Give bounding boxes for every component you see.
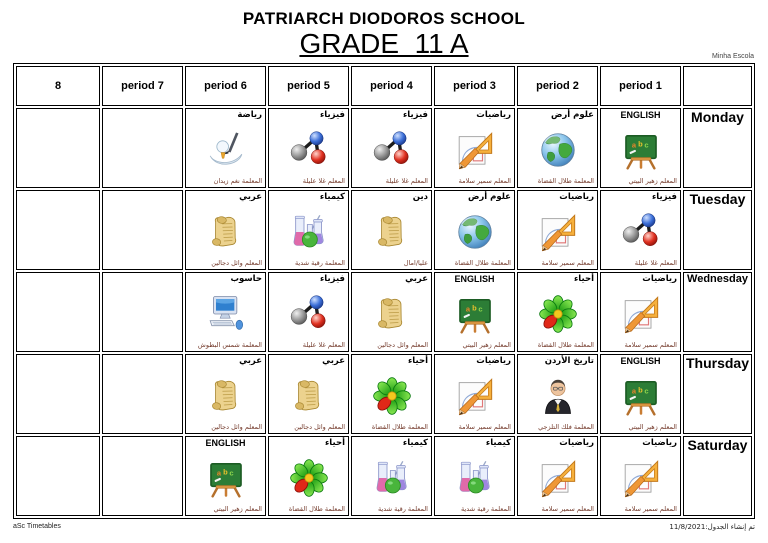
column-header-period-2: period 2 — [517, 66, 598, 106]
cell-wednesday-period-2 — [517, 272, 598, 352]
cell-wednesday-period-4 — [351, 272, 432, 352]
globe-icon — [518, 122, 597, 178]
teacher-label: المعلمة طلال القضاة — [371, 423, 428, 431]
teacher-label: المعلم وائل دجالين — [211, 423, 262, 431]
period-header-row — [16, 66, 752, 106]
cell-saturday-period-2 — [517, 436, 598, 516]
cell-tuesday-period-4 — [351, 190, 432, 270]
scroll-icon — [186, 204, 265, 260]
cell-wednesday-period-5 — [268, 272, 349, 352]
flower-icon — [352, 368, 431, 424]
subject-label: فيزياء — [319, 274, 345, 284]
teacher-label: المعلم غلا عليلة — [302, 177, 345, 185]
subject-label: أحياء — [324, 438, 345, 448]
cell-thursday-period-3 — [434, 354, 515, 434]
svg-text:b: b — [637, 385, 643, 395]
subject-label: رياضيات — [476, 356, 511, 366]
teacher-man-icon — [518, 368, 597, 424]
molecule-icon — [269, 122, 348, 178]
teacher-label: المعلم سمير سلامة — [624, 341, 677, 349]
teacher-label: المعلم وائل دجالين — [294, 423, 345, 431]
day-row-wednesday — [16, 272, 752, 352]
geometry-icon — [518, 204, 597, 260]
teacher-label: المعلم زهير البيتي — [628, 423, 677, 431]
teacher-label: المعلم زهير البيتي — [213, 505, 262, 513]
subject-label: دين — [412, 192, 428, 202]
svg-text:c: c — [228, 468, 234, 478]
cell-saturday-period-7 — [102, 436, 183, 516]
school-title: PATRIARCH DIODOROS SCHOOL — [242, 9, 526, 28]
chalkboard-icon — [601, 368, 680, 424]
footer-generated-date: تم إنشاء الجدول:11/8/2021 — [669, 523, 755, 531]
cell-monday-period-2 — [517, 108, 598, 188]
molecule-icon — [352, 122, 431, 178]
cell-monday-period-5 — [268, 108, 349, 188]
chalkboard-icon — [601, 122, 680, 178]
subject-label: حاسوب — [230, 274, 262, 284]
column-header-8: 8 — [16, 66, 100, 106]
column-header-period-6: period 6 — [185, 66, 266, 106]
subject-label: ENGLISH — [620, 356, 661, 366]
day-label-wednesday: Wednesday — [683, 272, 752, 352]
cell-thursday-period-4 — [351, 354, 432, 434]
scroll-icon — [352, 286, 431, 342]
chalkboard-icon — [435, 286, 514, 342]
day-row-saturday — [16, 436, 752, 516]
flower-icon — [269, 450, 348, 506]
teacher-label: المعلم غلا عليلة — [385, 177, 428, 185]
subject-label: علوم أرض — [550, 110, 594, 120]
teacher-label: المعلمة رقية شدية — [460, 505, 511, 513]
chemistry-icon — [435, 450, 514, 506]
cell-saturday-period-5 — [268, 436, 349, 516]
subject-label: رياضيات — [476, 110, 511, 120]
subject-label: ENGLISH — [205, 438, 246, 448]
cell-tuesday-period-2 — [517, 190, 598, 270]
subject-label: رياضيات — [642, 438, 677, 448]
subject-label: رياضيات — [642, 274, 677, 284]
chalkboard-icon — [186, 450, 265, 506]
cell-saturday-period-4 — [351, 436, 432, 516]
chemistry-icon — [269, 204, 348, 260]
cell-thursday-period-5 — [268, 354, 349, 434]
svg-text:c: c — [643, 140, 649, 150]
grade-title: GRADE 11 A — [299, 28, 469, 59]
column-header-period-3: period 3 — [434, 66, 515, 106]
teacher-label: المعلم وائل دجالين — [377, 341, 428, 349]
subject-label: علوم أرض — [467, 192, 511, 202]
teacher-label: المعلمة طلال القضاة — [454, 259, 511, 267]
subject-label: عربي — [239, 192, 262, 202]
cell-monday-period-6 — [185, 108, 266, 188]
teacher-label: المعلمة شمس البطوش — [197, 341, 262, 349]
column-header-period-5: period 5 — [268, 66, 349, 106]
svg-text:c: c — [477, 304, 483, 314]
footer — [13, 523, 755, 531]
day-row-tuesday — [16, 190, 752, 270]
chemistry-icon — [352, 450, 431, 506]
molecule-icon — [269, 286, 348, 342]
cell-thursday-period-1 — [600, 354, 681, 434]
svg-text:a: a — [465, 304, 470, 314]
geometry-icon — [601, 450, 680, 506]
subject-label: تاريخ الأردن — [544, 356, 594, 366]
computer-icon — [186, 286, 265, 342]
subject-label: كيمياء — [319, 192, 345, 202]
watermark-label: Minha Escola — [711, 53, 754, 60]
day-label-monday: Monday — [683, 108, 752, 188]
teacher-label: المعلم زهير البيتي — [628, 177, 677, 185]
column-header-day — [683, 66, 752, 106]
cell-saturday-period-1 — [600, 436, 681, 516]
subject-label: ENGLISH — [620, 110, 661, 120]
teacher-label: المعلم سمير سلامة — [541, 505, 594, 513]
subject-label: رياضة — [237, 110, 262, 120]
teacher-label: المعلم سمير سلامة — [458, 423, 511, 431]
scroll-icon — [186, 368, 265, 424]
svg-text:a: a — [216, 468, 221, 478]
teacher-label: المعلم وائل دجالين — [211, 259, 262, 267]
subject-label: كيمياء — [402, 438, 428, 448]
day-label-tuesday: Tuesday — [683, 190, 752, 270]
teacher-label: المعلمة رقية شدية — [377, 505, 428, 513]
subject-label: فيزياء — [402, 110, 428, 120]
globe-icon — [435, 204, 514, 260]
subject-label: كيمياء — [485, 438, 511, 448]
cell-thursday-8 — [16, 354, 100, 434]
subject-label: عربي — [322, 356, 345, 366]
golf-icon — [186, 122, 265, 178]
cell-wednesday-8 — [16, 272, 100, 352]
cell-tuesday-8 — [16, 190, 100, 270]
cell-tuesday-period-1 — [600, 190, 681, 270]
subject-label: أحياء — [573, 274, 594, 284]
teacher-label: المعلمة فلك التلزجي — [538, 423, 594, 431]
cell-wednesday-period-1 — [600, 272, 681, 352]
teacher-label: المعلمة نغم زيدان — [213, 177, 262, 185]
geometry-icon — [518, 450, 597, 506]
cell-monday-period-1 — [600, 108, 681, 188]
cell-thursday-period-6 — [185, 354, 266, 434]
cell-wednesday-period-3 — [434, 272, 515, 352]
svg-text:a: a — [631, 386, 636, 396]
scroll-icon — [269, 368, 348, 424]
teacher-label: المعلم سمير سلامة — [458, 177, 511, 185]
molecule-icon — [601, 204, 680, 260]
day-label-saturday: Saturday — [683, 436, 752, 516]
teacher-label: المعلم سمير سلامة — [624, 505, 677, 513]
cell-saturday-period-6 — [185, 436, 266, 516]
cell-thursday-period-2 — [517, 354, 598, 434]
geometry-icon — [601, 286, 680, 342]
teacher-label: المعلم زهير البيتي — [462, 341, 511, 349]
svg-text:a: a — [631, 140, 636, 150]
cell-tuesday-period-3 — [434, 190, 515, 270]
cell-monday-period-7 — [102, 108, 183, 188]
cell-monday-8 — [16, 108, 100, 188]
svg-text:b: b — [222, 467, 228, 477]
svg-text:b: b — [637, 139, 643, 149]
cell-monday-period-3 — [434, 108, 515, 188]
footer-brand: aSc Timetables — [13, 523, 61, 530]
cell-tuesday-period-5 — [268, 190, 349, 270]
teacher-label: المعلم سمير سلامة — [541, 259, 594, 267]
cell-thursday-period-7 — [102, 354, 183, 434]
day-label-thursday: Thursday — [683, 354, 752, 434]
cell-wednesday-period-6 — [185, 272, 266, 352]
teacher-label: المعلمة طلال القضاة — [537, 177, 594, 185]
flower-icon — [518, 286, 597, 342]
teacher-label: المعلم غلا عليلة — [302, 341, 345, 349]
column-header-period-1: period 1 — [600, 66, 681, 106]
cell-tuesday-period-6 — [185, 190, 266, 270]
subject-label: أحياء — [407, 356, 428, 366]
teacher-label: المعلم غلا عليلة — [634, 259, 677, 267]
subject-label: رياضيات — [559, 438, 594, 448]
teacher-label: المعلمة طلال القضاة — [288, 505, 345, 513]
day-row-thursday — [16, 354, 752, 434]
teacher-label: المعلمة رقية شدية — [294, 259, 345, 267]
scroll-icon — [352, 204, 431, 260]
cell-monday-period-4 — [351, 108, 432, 188]
timetable-grid — [13, 63, 755, 519]
subject-label: رياضيات — [559, 192, 594, 202]
day-row-monday — [16, 108, 752, 188]
subject-label: فيزياء — [651, 192, 677, 202]
cell-saturday-period-3 — [434, 436, 515, 516]
subject-label: فيزياء — [319, 110, 345, 120]
subject-label: ENGLISH — [454, 274, 495, 284]
column-header-period-4: period 4 — [351, 66, 432, 106]
teacher-label: المعلمة طلال القضاة — [537, 341, 594, 349]
teacher-label: عليا/امال — [403, 259, 428, 267]
cell-saturday-8 — [16, 436, 100, 516]
geometry-icon — [435, 368, 514, 424]
geometry-icon — [435, 122, 514, 178]
cell-wednesday-period-7 — [102, 272, 183, 352]
subject-label: عربي — [239, 356, 262, 366]
cell-tuesday-period-7 — [102, 190, 183, 270]
column-header-period-7: period 7 — [102, 66, 183, 106]
svg-text:c: c — [643, 386, 649, 396]
svg-text:b: b — [471, 303, 477, 313]
subject-label: عربي — [405, 274, 428, 284]
